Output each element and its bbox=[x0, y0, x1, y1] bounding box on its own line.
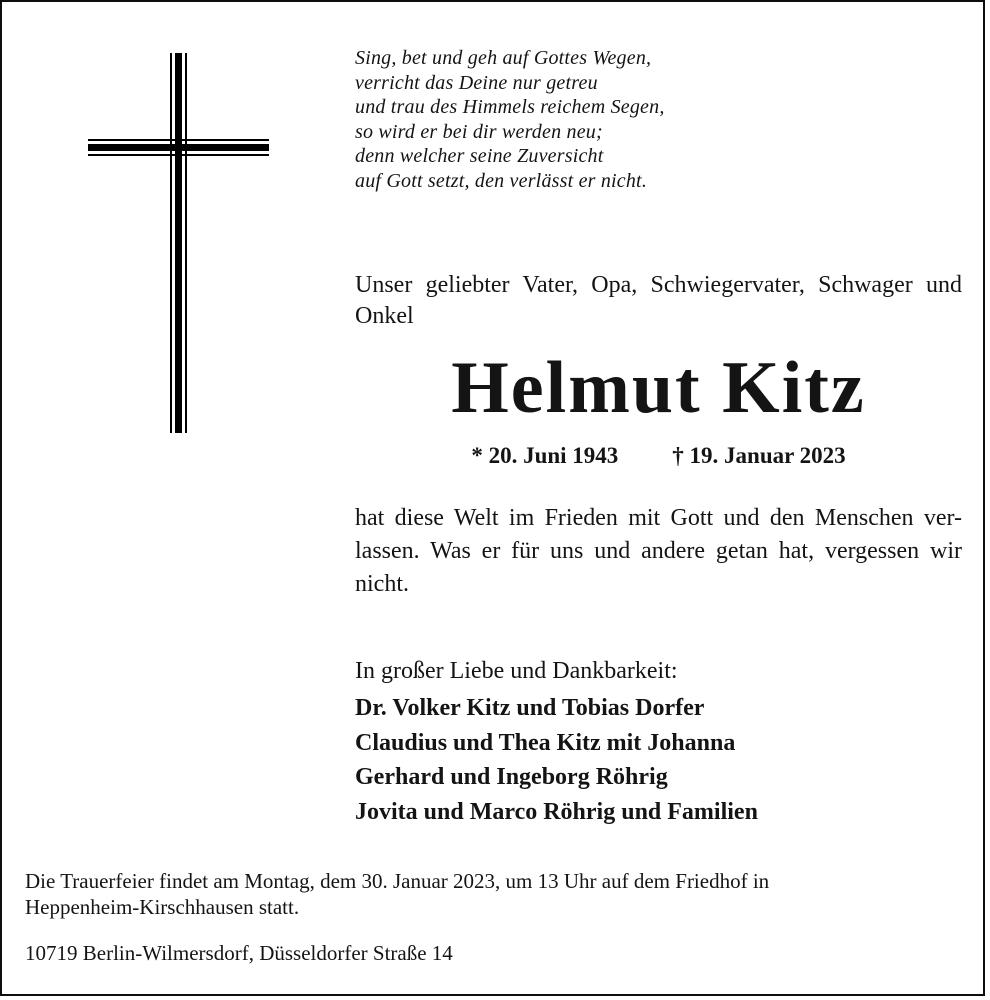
memorial-verse bbox=[355, 46, 715, 193]
verse-line: verricht das Deine nur getreu bbox=[355, 71, 598, 94]
obituary-text bbox=[355, 502, 962, 601]
obituary-line: nicht. bbox=[355, 571, 409, 597]
birth-date: * 20. Juni 1943 bbox=[471, 443, 619, 468]
mourner-line: Dr. Volker Kitz und Tobias Dorfer bbox=[355, 695, 705, 721]
obituary-line: lassen. Was er für uns und andere getan hat, vergessen wir bbox=[355, 538, 962, 564]
address-line: 10719 Berlin-Wilmersdorf, Düsseldorfer Straße 14 bbox=[25, 941, 453, 965]
intro-line: Onkel bbox=[355, 303, 414, 329]
death-date: † 19. Januar 2023 bbox=[672, 443, 846, 468]
verse-line: denn welcher seine Zuversicht bbox=[355, 145, 604, 167]
deceased-name: Helmut Kitz bbox=[451, 347, 866, 429]
intro-line: Unser geliebter Vater, Opa, Schwiegervater, Schwager und bbox=[355, 272, 962, 298]
mourner-line: Gerhard und Ingeborg Röhrig bbox=[355, 764, 668, 790]
mourner-line: Claudius und Thea Kitz mit Johanna bbox=[355, 729, 736, 756]
life-dates bbox=[355, 443, 962, 469]
funeral-line: Die Trauerfeier findet am Montag, dem 30. Januar 2023, um 13 Uhr auf dem Friedhof in bbox=[25, 869, 770, 893]
mourner-line: Jovita und Marco Röhrig und Familien bbox=[355, 798, 758, 825]
intro-text bbox=[355, 270, 962, 332]
cross-horizontal-bar bbox=[88, 139, 269, 156]
funeral-line: Heppenheim-Kirschhausen statt. bbox=[25, 895, 300, 919]
farewell-heading: In großer Liebe und Dankbarkeit: bbox=[355, 658, 678, 684]
obituary-line: hat diese Welt im Frieden mit Gott und den Menschen ver- bbox=[355, 505, 962, 531]
verse-line: so wird er bei dir werden neu; bbox=[355, 120, 603, 143]
verse-line: auf Gott setzt, den verlässt er nicht. bbox=[355, 169, 648, 192]
verse-line: und trau des Himmels reichem Segen, bbox=[355, 96, 665, 118]
verse-line: Sing, bet und geh auf Gottes Wegen, bbox=[355, 47, 652, 69]
cross-vertical-bar bbox=[170, 53, 187, 433]
funeral-details bbox=[25, 868, 960, 920]
mourners-list bbox=[355, 691, 962, 829]
